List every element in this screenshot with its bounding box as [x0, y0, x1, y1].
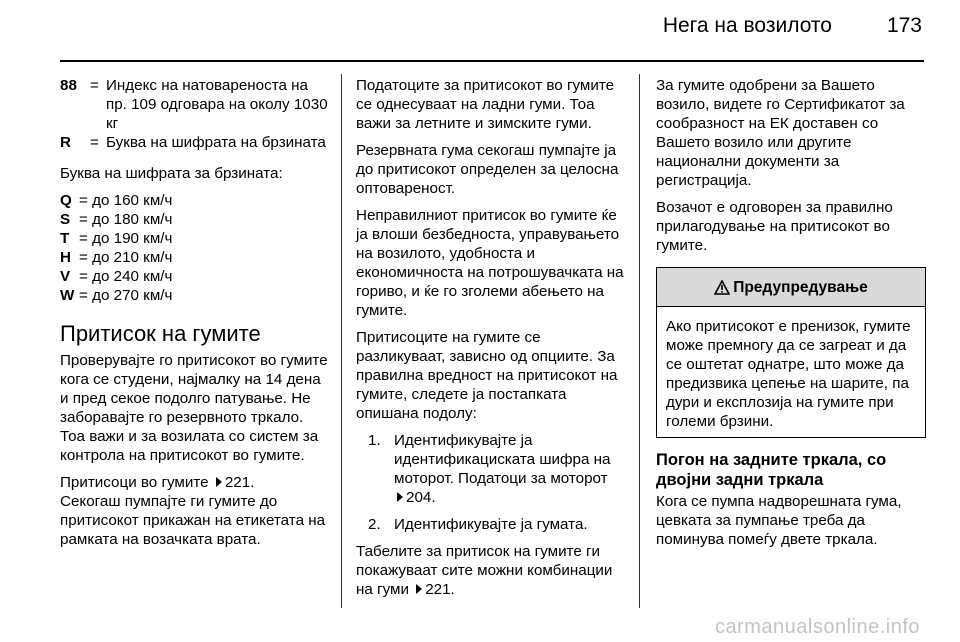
page-reference-arrow-icon — [216, 477, 222, 487]
speed-key: Q — [60, 192, 72, 209]
speed-value: = до 210 км/ч — [79, 249, 173, 266]
paragraph-text: Притисоци во гумите — [60, 474, 209, 491]
speed-key: S — [60, 211, 71, 228]
page-number: 173 — [886, 14, 922, 37]
steps-list — [356, 431, 628, 534]
definition-row — [60, 133, 330, 152]
warning-header — [657, 268, 925, 307]
paragraph — [356, 542, 628, 599]
definition-text: Индекс на натовареноста на пр. 109 одговара на околу 1030 кг — [106, 77, 328, 132]
section-heading-rear-wheel-drive: Погон на задните тркала, со двојни задни тркала — [656, 451, 887, 489]
speed-value: = до 190 км/ч — [79, 230, 173, 247]
definition-key: R — [60, 134, 71, 151]
definition-equals: = — [90, 134, 99, 151]
warning-text: Ако притисокот е пренизок, гумите може премногу да се загреат и да се оштетат однатре, што може да предизвика цепење на шарите, па дури и експлозија на гумите при големи брзини. — [666, 318, 911, 430]
speed-key: W — [60, 287, 75, 304]
paragraph: Резервната гума секогаш пумпајте ја до притисокот определен за целосна оптовареност. — [356, 142, 619, 197]
section-heading-tire-pressure: Притисок на гумите — [60, 321, 261, 346]
definition-equals: = — [90, 77, 99, 94]
paragraph-text: Табелите за притисок на гумите ги покажуваат сите можни комбинации на гуми — [356, 543, 613, 598]
speed-row — [60, 229, 330, 248]
list-item — [356, 431, 628, 507]
speed-row — [60, 286, 330, 305]
speed-row — [60, 210, 330, 229]
warning-box — [656, 267, 926, 438]
speed-row — [60, 248, 330, 267]
paragraph: Кога се пумпа надворешната гума, цевката за пумпање треба да поминува помеѓу двете тркала. — [656, 493, 902, 548]
definition-row — [60, 76, 330, 133]
header-title: Нега на возилото — [662, 14, 832, 37]
speed-row — [60, 191, 330, 210]
paragraph: За гумите одобрени за Вашето возило, видете го Сертификатот за сообразност на ЕК доставен со Вашето возило или другите национални документи за регистрација. — [656, 77, 905, 189]
column-divider-1 — [341, 74, 342, 608]
definition-key: 88 — [60, 77, 77, 94]
step-text — [394, 431, 628, 507]
column-left — [60, 76, 330, 557]
step-number: 2. — [368, 516, 381, 533]
column-middle — [356, 76, 628, 607]
paragraph — [60, 473, 330, 549]
speed-row — [60, 267, 330, 286]
step-number: 1. — [368, 432, 381, 449]
step-text: Идентификувајте ја гумата. — [394, 516, 588, 533]
header-rule — [60, 60, 924, 62]
speed-key: H — [60, 249, 71, 266]
speed-key: V — [60, 268, 71, 285]
page-reference-arrow-icon — [397, 492, 403, 502]
speed-key: T — [60, 230, 70, 247]
speed-value: = до 270 км/ч — [79, 287, 173, 304]
paragraph: Проверувајте го притисокот во гумите кога се студени, најмалку на 14 дена и пред секое подолго патување. Не заборавајте го резервното тркало. Тоа важи и за возилата со систем за контрола на притисокот во гумите. — [60, 352, 328, 464]
page-reference-link[interactable]: 221. — [425, 581, 455, 598]
step-text-body: Идентификувајте ја идентификациската шифра на моторот. Податоци за моторот — [394, 432, 611, 487]
definition-text: Буква на шифрата на брзината — [106, 134, 326, 151]
speed-value: = до 240 км/ч — [79, 268, 173, 285]
paragraph: Притисоците на гумите се разликуваат, зависно од опциите. За правилна вредност на притисокот на гумите, следете ја постапката опишана подолу: — [356, 329, 618, 422]
paragraph: Возачот е одговорен за правилно прилагодување на притисокот во гумите. — [656, 199, 893, 254]
speed-value: = до 160 км/ч — [79, 192, 173, 209]
speed-value: = до 180 км/ч — [79, 211, 173, 228]
speed-intro: Буква на шифрата за брзината: — [60, 165, 283, 182]
paragraph: Неправилниот притисок во гумите ќе ја влоши безбедноста, управувањето на возилото, удобноста и економичноста на потрошувачката на гориво, и ќе го зголеми абењето на гумите. — [356, 207, 624, 319]
watermark: carmanualsonline.info — [714, 616, 920, 638]
list-item — [356, 515, 628, 534]
speed-list — [60, 191, 330, 305]
page-reference-arrow-icon — [416, 584, 422, 594]
paragraph: Податоците за притисокот во гумите се однесуваат на ладни гуми. Тоа важи за летните и зимските гуми. — [356, 77, 615, 132]
column-divider-2 — [639, 74, 640, 608]
warning-title: Предупредување — [733, 278, 868, 296]
page-reference-link[interactable]: 221. — [224, 474, 255, 491]
paragraph-text: Секогаш пумпајте ги гумите до притисокот прикажан на етикетата на рамката на возачката врата. — [60, 493, 326, 548]
warning-triangle-icon — [714, 280, 730, 295]
page-reference-link[interactable]: 204. — [406, 489, 436, 506]
column-right — [656, 76, 926, 557]
